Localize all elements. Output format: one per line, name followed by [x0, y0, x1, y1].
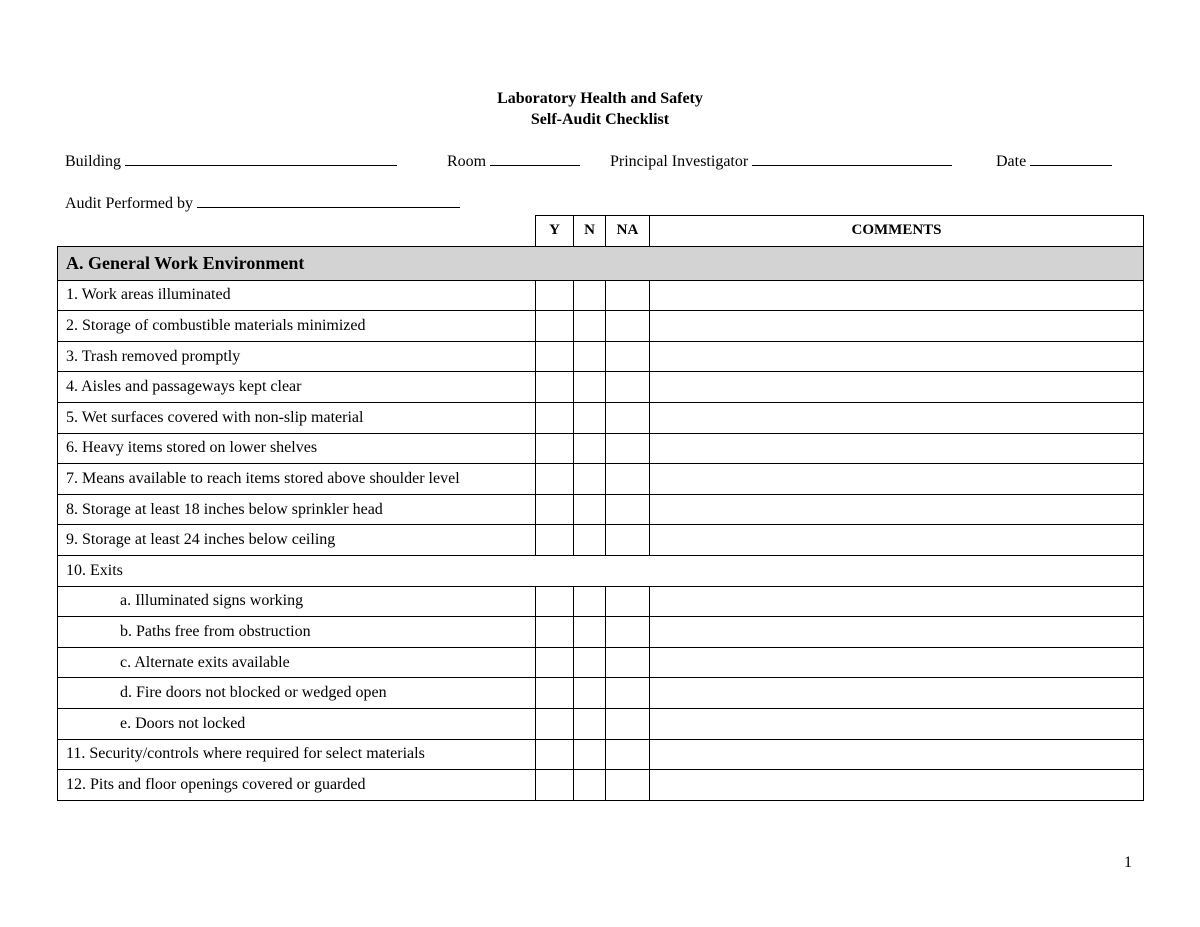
column-header-row [58, 216, 1144, 247]
room-label: Room [447, 153, 487, 170]
na-cell[interactable] [606, 525, 650, 556]
y-cell[interactable] [536, 464, 574, 495]
comments-cell[interactable] [650, 708, 1144, 739]
checklist-table [57, 215, 1144, 801]
y-cell[interactable] [536, 617, 574, 648]
room-field[interactable] [447, 152, 580, 172]
na-cell[interactable] [606, 586, 650, 617]
na-cell[interactable] [606, 708, 650, 739]
item-label: d. Fire doors not blocked or wedged open [58, 678, 536, 709]
na-cell[interactable] [606, 464, 650, 495]
pi-blank[interactable] [752, 152, 952, 166]
y-cell[interactable] [536, 739, 574, 770]
comments-cell[interactable] [650, 525, 1144, 556]
n-cell[interactable] [574, 708, 606, 739]
n-cell[interactable] [574, 280, 606, 311]
y-cell[interactable] [536, 402, 574, 433]
table-row [58, 372, 1144, 403]
n-cell[interactable] [574, 647, 606, 678]
column-header-comments: COMMENTS [650, 216, 1144, 247]
comments-cell[interactable] [650, 372, 1144, 403]
item-label: 2. Storage of combustible materials minimized [58, 311, 536, 342]
date-field[interactable] [996, 152, 1112, 172]
y-cell[interactable] [536, 678, 574, 709]
n-cell[interactable] [574, 433, 606, 464]
table-row [58, 617, 1144, 648]
item-label: b. Paths free from obstruction [58, 617, 536, 648]
item-label: e. Doors not locked [58, 708, 536, 739]
header-spacer [58, 216, 536, 247]
column-header-n: N [574, 216, 606, 247]
comments-cell[interactable] [650, 586, 1144, 617]
n-cell[interactable] [574, 402, 606, 433]
n-cell[interactable] [574, 586, 606, 617]
date-blank[interactable] [1030, 152, 1112, 166]
na-cell[interactable] [606, 647, 650, 678]
n-cell[interactable] [574, 494, 606, 525]
comments-cell[interactable] [650, 617, 1144, 648]
item-label: 11. Security/controls where required for select materials [58, 739, 536, 770]
na-cell[interactable] [606, 494, 650, 525]
table-row [58, 739, 1144, 770]
comments-cell[interactable] [650, 311, 1144, 342]
n-cell[interactable] [574, 770, 606, 801]
n-cell[interactable] [574, 617, 606, 648]
na-cell[interactable] [606, 433, 650, 464]
table-row [58, 708, 1144, 739]
comments-cell[interactable] [650, 739, 1144, 770]
n-cell[interactable] [574, 372, 606, 403]
table-row [58, 525, 1144, 556]
table-row [58, 555, 1144, 586]
na-cell[interactable] [606, 402, 650, 433]
audit-performed-label: Audit Performed by [65, 195, 193, 212]
table-row [58, 494, 1144, 525]
n-cell[interactable] [574, 311, 606, 342]
table-row [58, 433, 1144, 464]
building-label: Building [65, 153, 122, 170]
na-cell[interactable] [606, 280, 650, 311]
audit-performed-field[interactable] [65, 194, 460, 214]
comments-cell[interactable] [650, 494, 1144, 525]
comments-cell[interactable] [650, 433, 1144, 464]
n-cell[interactable] [574, 739, 606, 770]
y-cell[interactable] [536, 494, 574, 525]
y-cell[interactable] [536, 586, 574, 617]
table-row [58, 311, 1144, 342]
na-cell[interactable] [606, 678, 650, 709]
table-row [58, 678, 1144, 709]
na-cell[interactable] [606, 617, 650, 648]
n-cell[interactable] [574, 341, 606, 372]
na-cell[interactable] [606, 739, 650, 770]
room-blank[interactable] [490, 152, 580, 166]
table-row [58, 586, 1144, 617]
y-cell[interactable] [536, 525, 574, 556]
y-cell[interactable] [536, 770, 574, 801]
table-row [58, 402, 1144, 433]
na-cell[interactable] [606, 770, 650, 801]
y-cell[interactable] [536, 433, 574, 464]
item-label: 1. Work areas illuminated [58, 280, 536, 311]
table-row [58, 770, 1144, 801]
item-label: 4. Aisles and passageways kept clear [58, 372, 536, 403]
item-label: 6. Heavy items stored on lower shelves [58, 433, 536, 464]
comments-cell[interactable] [650, 402, 1144, 433]
item-label: c. Alternate exits available [58, 647, 536, 678]
title-line-2: Self-Audit Checklist [530, 111, 670, 128]
exits-group-label: 10. Exits [58, 555, 1144, 586]
y-cell[interactable] [536, 372, 574, 403]
document-title [0, 88, 1200, 130]
table-row [58, 464, 1144, 495]
item-label: 3. Trash removed promptly [58, 341, 536, 372]
n-cell[interactable] [574, 464, 606, 495]
na-cell[interactable] [606, 341, 650, 372]
title-line-1: Laboratory Health and Safety [497, 90, 703, 107]
n-cell[interactable] [574, 525, 606, 556]
na-cell[interactable] [606, 372, 650, 403]
y-cell[interactable] [536, 708, 574, 739]
item-label: 8. Storage at least 18 inches below sprinkler head [58, 494, 536, 525]
n-cell[interactable] [574, 678, 606, 709]
building-field[interactable] [65, 152, 397, 172]
audit-performed-blank[interactable] [197, 194, 460, 208]
item-label: 5. Wet surfaces covered with non-slip material [58, 402, 536, 433]
comments-cell[interactable] [650, 464, 1144, 495]
section-a-title: A. General Work Environment [58, 246, 1144, 280]
date-label: Date [996, 153, 1027, 170]
comments-cell[interactable] [650, 647, 1144, 678]
column-header-y: Y [536, 216, 574, 247]
building-blank[interactable] [125, 152, 397, 166]
item-label: 9. Storage at least 24 inches below ceiling [58, 525, 536, 556]
page-number: 1 [1124, 854, 1132, 871]
comments-cell[interactable] [650, 341, 1144, 372]
y-cell[interactable] [536, 647, 574, 678]
section-header-row [58, 246, 1144, 280]
na-cell[interactable] [606, 311, 650, 342]
item-label: a. Illuminated signs working [58, 586, 536, 617]
comments-cell[interactable] [650, 678, 1144, 709]
table-row [58, 341, 1144, 372]
table-row [58, 280, 1144, 311]
y-cell[interactable] [536, 341, 574, 372]
item-label: 7. Means available to reach items stored above shoulder level [58, 464, 536, 495]
comments-cell[interactable] [650, 770, 1144, 801]
y-cell[interactable] [536, 311, 574, 342]
item-label: 12. Pits and floor openings covered or guarded [58, 770, 536, 801]
column-header-na: NA [606, 216, 650, 247]
y-cell[interactable] [536, 280, 574, 311]
comments-cell[interactable] [650, 280, 1144, 311]
pi-label: Principal Investigator [610, 153, 749, 170]
pi-field[interactable] [610, 152, 952, 172]
table-row [58, 647, 1144, 678]
